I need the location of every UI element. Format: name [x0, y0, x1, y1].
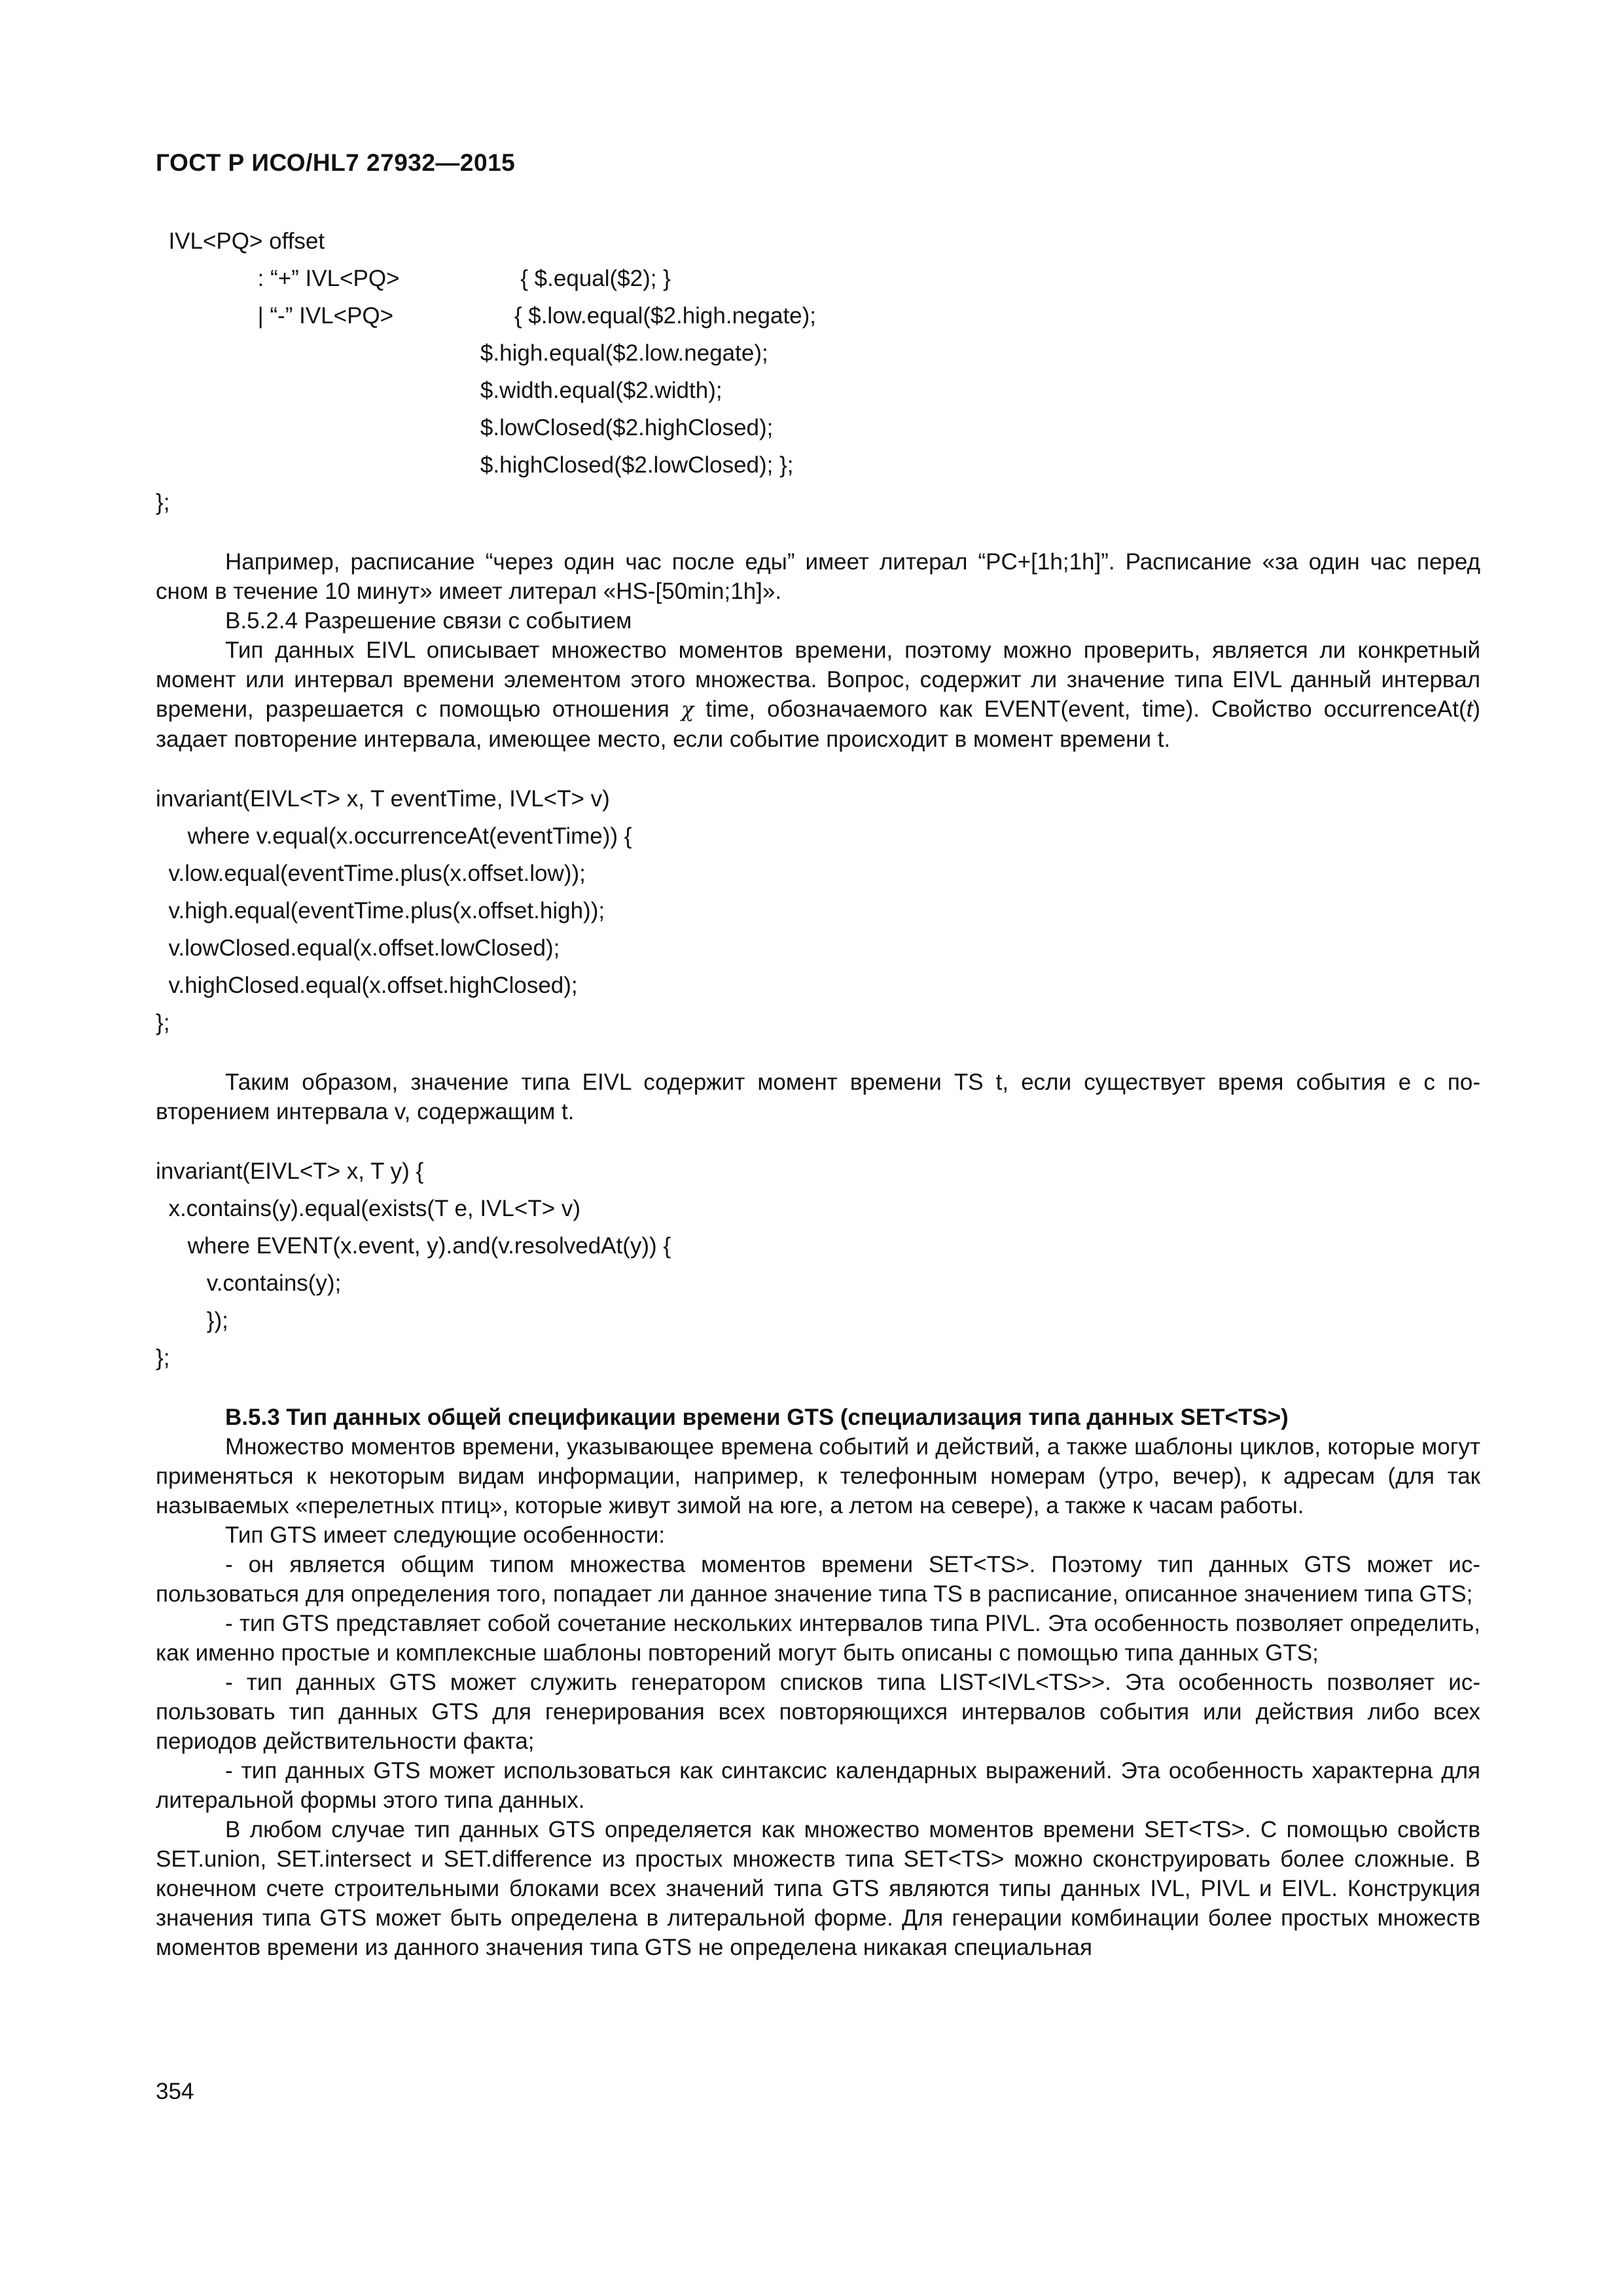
section-heading-b524: В.5.2.4 Разрешение связи с событием — [225, 608, 632, 634]
paragraph-example: Например, расписание “через один час после еды” имеет литерал “PC+[1h;1h]”. Расписание «за один час перед сном в течение 10 минут» имеет литерал «HS-[50min;1h]». — [156, 549, 1480, 604]
paragraph-gts-3: - он является общим типом множества моментов времени SET<TS>. Поэтому тип данных GTS может использоваться для определения того, попадает ли данное значение типа TS в расписание, описанное значением типа GTS; — [156, 1552, 1480, 1607]
code-line: v.lowClosed.equal(x.offset.lowClosed); — [156, 935, 560, 961]
code-block-invariant-1 — [156, 780, 1480, 1041]
code-line: : “+” IVL<PQ> { $.equal($2); } — [156, 266, 671, 291]
code-line: x.contains(y).equal(exists(T e, IVL<T> v) — [156, 1196, 581, 1221]
code-line: }; — [156, 490, 170, 515]
code-line: }); — [156, 1308, 228, 1333]
paragraph-gts-1: Множество моментов времени, указывающее времена событий и действий, а также шаблоны циклов, которые могут применяться к некоторым видам информации, например, к телефонным номерам (утро, вечер), к адресам (для так называемых «перелетных птиц», которые живут зимой на юге, а летом на севере), а также к часам работы. — [156, 1434, 1480, 1518]
code-line: v.low.equal(eventTime.plus(x.offset.low)); — [156, 861, 586, 886]
code-line: where v.equal(x.occurrenceAt(eventTime)) { — [156, 823, 632, 849]
chi-symbol: χ — [681, 697, 694, 722]
code-line: }; — [156, 1010, 170, 1035]
code-block-invariant-2 — [156, 1153, 1480, 1376]
paragraph-eivl: Тип данных EIVL описывает множество моментов времени, поэтому можно проверить, является ли конкретный момент или интервал времени элементом этого множества. Вопрос, содержит ли значение типа EIVL данный интервал времени, разрешается с помощью отношения χ time, обозначаемого как EVENT(event, time). Свойство occurrenceAt(t) задает повторение интервала, имеющее место, если событие происходит в момент времени t. — [156, 637, 1480, 752]
paragraph-gts-7: В любом случае тип данных GTS определяется как множество моментов времени SET<TS>. С помощью свойств SET.union, SET.intersect и SET.difference из простых множеств типа SET<TS> можно сконструировать более сложные. В конечном счете строительными блоками всех значений типа GTS являются типы данных IVL, PIVL и EIVL. Конструкция значения типа GTS может быть определена в литеральной форме. Для генерации комбинации более простых множеств моментов времени из данного значения типа GTS не определена никакая специальная — [156, 1817, 1480, 1960]
page-content — [156, 223, 1480, 1962]
code-line: where EVENT(x.event, y).and(v.resolvedAt(y)) { — [156, 1233, 671, 1259]
code-line: v.highClosed.equal(x.offset.highClosed); — [156, 973, 578, 998]
section-heading-b53: В.5.3 Тип данных общей спецификации времени GTS (специализация типа данных SET<TS>) — [225, 1405, 1289, 1430]
code-line: }; — [156, 1345, 170, 1371]
code-line: $.highClosed($2.lowClosed); }; — [156, 452, 794, 478]
code-line: IVL<PQ> offset — [156, 228, 325, 254]
document-header: ГОСТ Р ИСО/HL7 27932—2015 — [156, 149, 516, 176]
code-line: invariant(EIVL<T> x, T y) { — [156, 1158, 424, 1184]
code-line: | “-” IVL<PQ> { $.low.equal($2.high.negate); — [156, 303, 817, 329]
code-line: $.lowClosed($2.highClosed); — [156, 415, 774, 440]
paragraph-gts-4: - тип GTS представляет собой сочетание нескольких интервалов типа PIVL. Эта особенность позволяет определить, как именно простые и комплексные шаблоны повторений могут быть описаны с помощью типа данных GTS; — [156, 1611, 1480, 1666]
paragraph-gts-2: Тип GTS имеет следующие особенности: — [225, 1522, 666, 1548]
paragraph-gts-5: - тип данных GTS может служить генератором списков типа LIST<IVL<TS>>. Эта особенность позволяет использовать тип данных GTS для генерирования всех повторяющихся интервалов события или действия либо всех периодов действительности факта; — [156, 1670, 1480, 1754]
code-line: v.contains(y); — [156, 1270, 342, 1296]
code-block-offset — [156, 223, 1480, 521]
code-line: $.high.equal($2.low.negate); — [156, 340, 768, 366]
page-number: 354 — [156, 2079, 194, 2104]
code-line: v.high.equal(eventTime.plus(x.offset.high)); — [156, 898, 605, 924]
code-line: $.width.equal($2.width); — [156, 378, 722, 403]
code-line: invariant(EIVL<T> x, T eventTime, IVL<T> v) — [156, 786, 610, 812]
paragraph-eivl-contains: Таким образом, значение типа EIVL содержит момент времени TS t, если существует время события e с повторением интервала v, содержащим t. — [156, 1069, 1480, 1124]
paragraph-gts-6: - тип данных GTS может использоваться как синтаксис календарных выражений. Эта особенность характерна для литеральной формы этого типа данных. — [156, 1758, 1480, 1813]
